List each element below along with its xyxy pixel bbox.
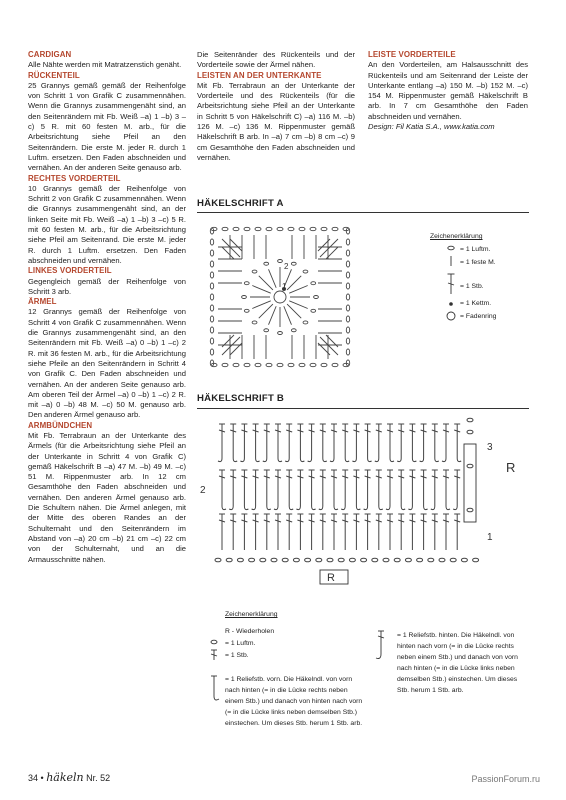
chain-stitch: [311, 309, 316, 312]
chain-stitch: [338, 558, 344, 562]
chain-stitch: [346, 327, 349, 333]
legend-b-item-reliefstb-vorn: = 1 Reliefstb. vorn. Die Häkelndl. von vorn nach hinten (= in die Lücke rechts neben einem Stb.) und danach von hinten nach vorn (= in die Lücke links neben demselben Stb.) einstechen. Um dieses Stb. herum 1 Stb. arb.: [225, 676, 363, 727]
chain-stitch: [244, 363, 250, 366]
chain-stitch: [271, 558, 277, 562]
chart-b-row-label-3: 3: [487, 442, 493, 453]
chain-stitch: [299, 227, 305, 230]
relief-hook: [334, 506, 338, 510]
chart-a-legend-title: Zeichenerklärung: [430, 233, 483, 240]
chart-a-rule: [197, 212, 529, 213]
chain-stitch: [303, 321, 308, 324]
chain-stitch: [467, 430, 473, 434]
relief-hook: [453, 506, 457, 510]
chart-b-repeat-label-side: R: [506, 460, 516, 475]
chain-stitch: [266, 363, 272, 366]
chain-stitch: [210, 294, 213, 300]
chain-stitch: [252, 270, 257, 273]
dc-stitch: [284, 306, 292, 324]
relief-hook: [401, 506, 405, 510]
legend-b-item-stb: = 1 Stb.: [225, 652, 249, 659]
chain-stitch: [439, 558, 445, 562]
relief-hook: [289, 506, 293, 510]
chain-stitch: [277, 363, 283, 366]
relief-hook: [341, 506, 345, 510]
relief-hook: [446, 506, 450, 510]
chain-stitch: [222, 363, 228, 366]
chart-a-title: HÄKELSCHRIFT A: [197, 198, 284, 209]
chain-stitch: [278, 260, 283, 263]
text-linkes-vorderteil: Gegengleich gemäß der Reihenfolge von Schritt 3 arb.: [28, 276, 186, 296]
text-seitenraender: Die Seitenränder des Rückenteils und der Vorderteile sowie der Ärmel nähen.: [197, 50, 355, 70]
chain-stitch: [288, 363, 294, 366]
relief-hook: [345, 458, 349, 462]
legend-a-item-fadenring: = Fadenring: [460, 313, 497, 320]
relief-hook: [330, 458, 334, 462]
relief-hook: [323, 458, 327, 462]
chain-stitch: [346, 272, 349, 278]
chain-stitch: [264, 262, 269, 265]
chain-stitch: [383, 558, 389, 562]
relief-hook: [218, 458, 222, 462]
relief-hook: [252, 506, 256, 510]
chain-stitch: [346, 294, 349, 300]
dc-stitch: [252, 301, 270, 309]
chain-stitch: [372, 558, 378, 562]
chain-stitch: [467, 508, 473, 512]
relief-hook: [308, 458, 312, 462]
relief-hook: [368, 458, 372, 462]
chain-stitch: [215, 558, 221, 562]
chain-stitch: [321, 227, 327, 230]
legend-b-symbols: [205, 636, 225, 746]
legend-b-item-reliefstb-hinten: = 1 Reliefstb. hinten. Die Häkelndl. von hinten nach vorn (= in die Lücke rechts neben einem Stb.) und danach von vorn nach hinten (= in die Lücke links neben demselben Stb.) einstechen. Um dieses Stb. herum 1 Stb. arb.: [397, 632, 518, 694]
heading-armbuendchen: ARMBÜNDCHEN: [28, 420, 93, 430]
chain-stitch: [291, 329, 296, 332]
legend-a-item-feste-m: = 1 feste M.: [460, 259, 496, 266]
relief-hook: [397, 458, 401, 462]
chain-stitch: [210, 349, 213, 355]
dc-stitch: [222, 239, 240, 257]
heading-leisten-unterkante: LEISTEN AN DER UNTERKANTE: [197, 70, 322, 80]
chain-stitch: [461, 558, 467, 562]
chain-stitch: [473, 558, 479, 562]
chart-b-row-label-1: 1: [487, 532, 493, 543]
chain-stitch: [244, 282, 249, 285]
legend-a-item-luftm: = 1 Luftm.: [460, 246, 491, 253]
chain-stitch: [291, 262, 296, 265]
chain-stitch: [417, 558, 423, 562]
relief-hook: [408, 506, 412, 510]
legend-b-item-repeat: R - Wiederholen: [225, 628, 275, 635]
legend-a-item-kettm: = 1 Kettm.: [460, 300, 492, 307]
issue-number: Nr. 52: [86, 773, 111, 783]
design-credit: Design: Fil Katia S.A., www.katia.com: [368, 122, 495, 132]
chart-b-rule: [197, 408, 529, 409]
chain-stitch: [244, 309, 249, 312]
text-rueckenteil: 25 Grannys gemäß gemäß der Reihenfolge von Schritt 1 von Grafik C zusammennähen. Wenn die Grannys zusammengenäht sind, an den Seitenrändern mit Fb. Weiß –a) 1 –b) 3 –c) 5 R. mit 60 festen M. arb., für die Arbeitsrichtung siehe Pfeil an den Seitenrändern. Die erste M. jeder R. durch 1 Luftm. ersetzen. Den Faden abschneiden und vernähen. An der anderen Seite genauso arb.: [28, 80, 186, 173]
relief-hook: [274, 506, 278, 510]
chain-stitch: [260, 558, 266, 562]
relief-hook: [431, 506, 435, 510]
chain-stitch: [321, 363, 327, 366]
text-leiste-vorderteile: An den Vorderteilen, am Halsausschnitt des Rückenteils und am Seitenrand der Leiste der Unterkante entlang –a) 150 M. –b) 152 M. –c) 154 M. Rippenmuster gemäß Häkelschrift B arb. In 7 cm Gesamthöhe den Faden abschneiden und vernähen.: [368, 60, 528, 121]
dc-stitch: [252, 286, 270, 294]
heading-rueckenteil: RÜCKENTEIL: [28, 70, 80, 80]
chain-stitch: [282, 558, 288, 562]
middle-column: [197, 50, 355, 163]
dc-stitch: [269, 306, 277, 324]
relief-hook: [379, 506, 383, 510]
chain-stitch: [361, 558, 367, 562]
dc-stitch: [222, 337, 240, 355]
text-leisten-unterkante: Mit Fb. Terrabraun an der Unterkante der Vorderteile und des Rückenteils (für die Arbeitsrichtung siehe Pfeil an der Unterkante in Schritt 5 von Häkelschrift C) –a) 116 M. –b) 126 M. –c) 136 M. Rippenmuster gemäß Häkelschrift B arb. In –a) 7 cm –b) 8 cm –c) 9 cm Gesamthöhe den Faden abschneiden und vernähen.: [197, 80, 355, 162]
dc-stitch: [259, 276, 273, 290]
dc-stitch: [320, 337, 338, 355]
relief-hook: [244, 506, 248, 510]
chain-stitch: [233, 227, 239, 230]
chain-stitch: [346, 316, 349, 322]
chain-stitch: [210, 261, 213, 267]
relief-hook: [267, 506, 271, 510]
relief-hook: [285, 458, 289, 462]
left-column: [28, 50, 186, 565]
dc-stitch: [287, 304, 301, 318]
chain-stitch: [222, 227, 228, 230]
chain-stitch: [346, 338, 349, 344]
legend-b-item-luftm: = 1 Luftm.: [225, 640, 256, 647]
relief-hook: [256, 458, 260, 462]
legend-a-item-stb: = 1 Stb.: [460, 283, 484, 290]
chain-stitch: [210, 327, 213, 333]
chart-b-repeat-label-bottom: R: [327, 572, 335, 584]
chain-stitch: [310, 363, 316, 366]
relief-hook: [312, 506, 316, 510]
chain-stitch: [293, 558, 299, 562]
right-column: [368, 50, 528, 132]
chart-b-legend: [197, 610, 529, 760]
chain-stitch: [349, 558, 355, 562]
chain-stitch: [346, 261, 349, 267]
dc-stitch: [289, 286, 307, 294]
chain-stitch: [394, 558, 400, 562]
relief-hook: [319, 506, 323, 510]
heading-leiste-vorderteile: LEISTE VORDERTEILE: [368, 50, 456, 59]
chain-stitch: [210, 338, 213, 344]
chain-stitch: [210, 250, 213, 256]
chart-a-diagram: [208, 225, 358, 375]
relief-hook: [278, 458, 282, 462]
relief-hook: [364, 506, 368, 510]
chain-stitch: [316, 558, 322, 562]
relief-hook: [457, 458, 461, 462]
chain-stitch: [311, 282, 316, 285]
chain-stitch: [277, 227, 283, 230]
chain-stitch: [346, 250, 349, 256]
chart-b-title: HÄKELSCHRIFT B: [197, 393, 285, 404]
relief-hook: [240, 458, 244, 462]
chain-stitch: [346, 305, 349, 311]
dc-stitch: [259, 304, 273, 318]
relief-hook: [386, 506, 390, 510]
chain-stitch: [332, 363, 338, 366]
chain-stitch: [249, 558, 255, 562]
relief-hook: [356, 506, 360, 510]
heading-rechtes-vorderteil: RECHTES VORDERTEIL: [28, 173, 121, 183]
relief-hook: [420, 458, 424, 462]
relief-hook: [233, 458, 237, 462]
page-number: 34: [28, 773, 39, 783]
chain-stitch: [210, 239, 213, 245]
chain-stitch: [242, 296, 247, 299]
chain-stitch: [346, 283, 349, 289]
chain-stitch: [288, 227, 294, 230]
relief-hook: [229, 506, 233, 510]
chain-stitch: [450, 558, 456, 562]
page-footer: [28, 771, 110, 784]
watermark: PassionForum.ru: [471, 774, 540, 784]
dc-stitch: [287, 276, 301, 290]
chain-stitch: [252, 321, 257, 324]
chain-stitch: [310, 227, 316, 230]
dc-stitch: [320, 239, 338, 257]
chain-stitch: [210, 316, 213, 322]
chart-b-row-label-2: 2: [200, 485, 206, 496]
chain-stitch: [467, 464, 473, 468]
chain-stitch: [210, 283, 213, 289]
relief-hook: [442, 458, 446, 462]
text-aermel: 12 Grannys gemäß der Reihenfolge von Schritt 4 von Grafik C zusammennähen. Wenn die Grannys zusammengenäht sind, an den Seitenrändern mit Fb. Weiß –a) 0 –b) 1 –c) 2 R. mit 36 festen M. arb., für die Arbeitsrichtung siehe Pfeile an den Seitenrändern in Schritt 4 von Grafik C. Den Faden abschneiden und vernähen. An der anderen Seite genauso arb. Am oberen Teil der Ärmel –a) 0 –b) 1 –c) 2 R. mit –a) 0 –b) 48 M. –c) 50 M. genauso arb. Den anderen Ärmel genauso arb.: [28, 307, 186, 420]
relief-hook: [412, 458, 416, 462]
chain-stitch: [233, 363, 239, 366]
chain-stitch: [299, 363, 305, 366]
text-armbuendchen: Mit Fb. Terrabraun an der Unterkante des Ärmels (für die Arbeitsrichtung siehe Pfeil an der Unterkante in Schritt 4 von Grafik C) gemäß Häkelschrift B –a) 47 M. –b) 49 M. –c) 51 M. Rippenmuster arb. In 12 cm Gesamthöhe den Faden abschneiden und vernähen. Den anderen Ärmel genauso arb. Die Schultern nähen. Die Ärmel anlegen, mit der Mitte des oberen Randes an der Schulternaht und den Seitenrändern im Abstand von –a) 20 cm –b) 21 cm –c) 22 cm von der Schulternaht, und an die Armausschnitte nähen.: [28, 430, 186, 564]
chain-stitch: [467, 418, 473, 422]
chain-stitch: [244, 227, 250, 230]
chain-stitch: [405, 558, 411, 562]
text-cardigan: Alle Nähte werden mit Matratzenstich genäht.: [28, 60, 182, 70]
dc-stitch: [269, 269, 277, 287]
chain-stitch: [255, 227, 261, 230]
heading-linkes-vorderteil: LINKES VORDERTEIL: [28, 266, 112, 276]
repeat-bracket-side: [464, 444, 476, 522]
chain-stitch: [332, 227, 338, 230]
chain-stitch: [428, 558, 434, 562]
chart-b-legend-title: Zeichenerklärung: [225, 611, 278, 618]
chain-stitch: [237, 558, 243, 562]
chain-stitch: [303, 270, 308, 273]
relief-hook: [375, 458, 379, 462]
relief-hook: [222, 506, 226, 510]
chain-stitch: [278, 332, 283, 335]
chain-stitch: [346, 239, 349, 245]
chain-stitch: [264, 329, 269, 332]
chain-stitch: [305, 558, 311, 562]
relief-hook: [296, 506, 300, 510]
chain-stitch: [210, 272, 213, 278]
legend-b-reliefstb-hinten-symbol: [373, 628, 389, 664]
relief-hook: [390, 458, 394, 462]
heading-cardigan: CARDIGAN: [28, 50, 72, 59]
chart-a-row-label-2: 2: [284, 262, 289, 271]
chain-stitch: [255, 363, 261, 366]
chain-stitch: [327, 558, 333, 562]
chain-stitch: [210, 305, 213, 311]
chain-stitch: [226, 558, 232, 562]
dc-stitch: [289, 301, 307, 309]
chain-stitch: [346, 349, 349, 355]
relief-hook: [435, 458, 439, 462]
text-rechtes-vorderteil: 10 Grannys gemäß der Reihenfolge von Schritt 2 von Grafik C zusammennähen. Wenn die Grannys zusammengenäht sind, an der linken Seite mit Fb. Weiß –a) 1 –b) 3 –c) 5 R. mit 60 festen M. arb., für die Arbeitsrichtung siehe Pfeil am Seitenrand. Die erste M. jeder R. durch 1 Luftm. ersetzen. Den Faden abschneiden und vernähen.: [28, 183, 186, 265]
magic-ring: [274, 291, 286, 303]
chain-symbol: [444, 244, 458, 334]
relief-hook: [263, 458, 267, 462]
relief-hook: [424, 506, 428, 510]
relief-hook: [300, 458, 304, 462]
relief-hook: [352, 458, 356, 462]
chart-a-row-label-1: 1: [282, 282, 287, 291]
footer-bullet: •: [40, 773, 44, 783]
magazine-brand: häkeln: [46, 771, 84, 784]
chart-b-diagram: [196, 412, 536, 587]
chain-stitch: [314, 296, 319, 299]
heading-aermel: ÄRMEL: [28, 297, 57, 307]
chain-stitch: [266, 227, 272, 230]
